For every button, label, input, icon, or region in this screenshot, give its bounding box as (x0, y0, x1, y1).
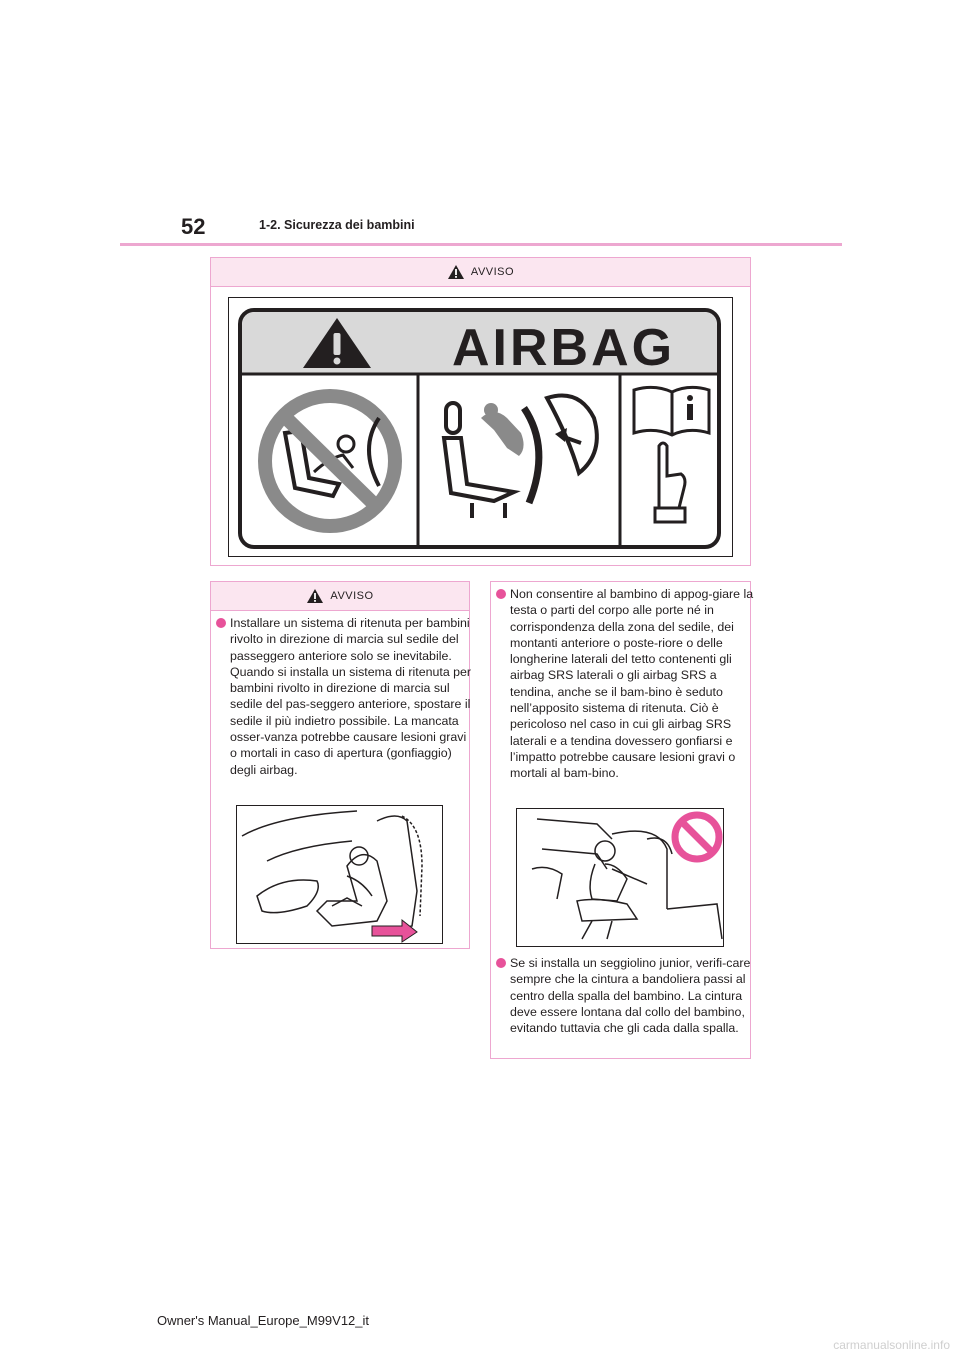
warning-triangle-icon (306, 588, 324, 604)
list-item (216, 615, 475, 778)
warning-triangle-icon (447, 264, 465, 280)
section-title: 1-2. Sicurezza dei bambini (259, 218, 415, 232)
bullet-icon (496, 589, 506, 599)
list-item (496, 586, 755, 782)
page-number: 52 (181, 214, 206, 239)
warning-title: AVVISO (470, 266, 515, 278)
bullet-icon (496, 958, 506, 968)
warning-title: AVVISO (330, 590, 374, 602)
bullet-icon (216, 618, 226, 628)
list-item (496, 955, 755, 1036)
warning-header (211, 258, 750, 287)
prohibition-icon (675, 815, 719, 859)
child-seat-illustration (236, 805, 443, 944)
header-divider (120, 243, 842, 246)
bullet-text: Installare un sistema di ritenuta per bambini rivolto in direzione di marcia sul sedile del passeggero anteriore solo se inevitabile. Quando si installa un sistema di ritenuta per bambini rivolto in direzione di marcia sul sedile del pas-seggero anteriore, spostare il sedile il più indietro possibile. La mancata osser-vanza potrebbe causare lesioni gravi o mortali in caso di apertura (gonfiaggio) degli airbag. (230, 616, 472, 777)
airbag-label-illustration (228, 297, 733, 557)
bullet-text: Se si installa un seggiolino junior, verifi-care sempre che la cintura a bandoliera passi al centro della spalla del bambino. La cintura deve essere lontana dal collo del bambino, evitando tuttavia che gli cada dalla spalla. (510, 956, 751, 1036)
left-warning-box (210, 581, 470, 949)
footer-manual-name: Owner's Manual_Europe_M99V12_it (156, 1313, 370, 1328)
airbag-warning-box (210, 257, 751, 566)
bullet-text: Non consentire al bambino di appog-giare la testa o parti del corpo alle porte né in corrispondenza della zona del sedile, dei montanti anteriore o poste-riore o delle longherine laterali del tetto contenenti gli airbag SRS laterali o gli airbag SRS a tendina, anche se il bam-bino è seduto nell’apposito sistema di ritenuta. Ciò è pericoloso nel caso in cui gli airbag SRS laterali e a tendina dovessero gonfiarsi e l’impatto potrebbe causare lesioni gravi o mortali al bam-bino. (510, 587, 754, 781)
booster-seat-illustration (516, 808, 724, 947)
right-notes-box (490, 581, 754, 1059)
airbag-label-text: AIRBAG (452, 319, 676, 377)
warning-header (211, 582, 469, 611)
watermark: carmanualsonline.info (833, 1338, 950, 1352)
airbag-label-graphic (229, 298, 732, 556)
